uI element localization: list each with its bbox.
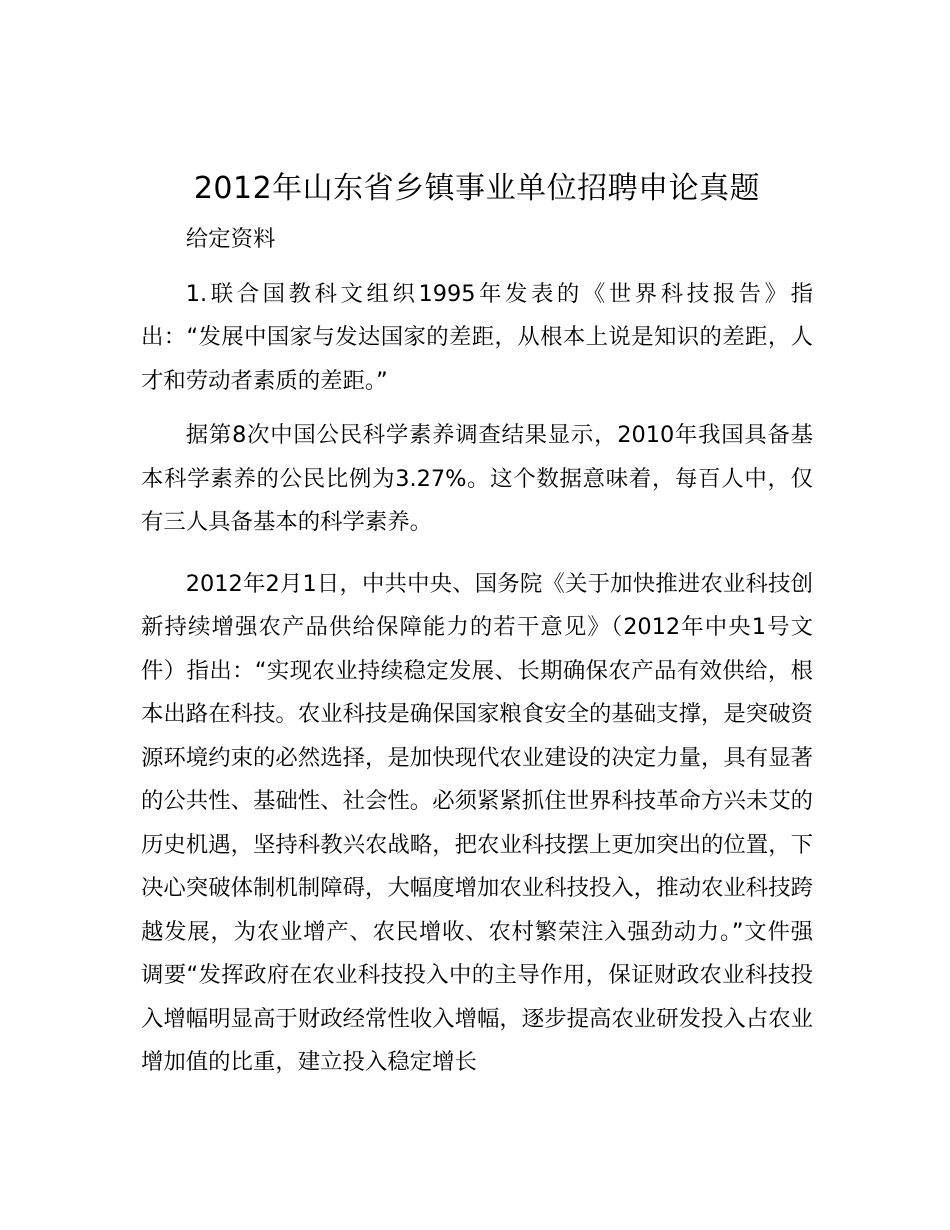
document-title: 2012年山东省乡镇事业单位招聘申论真题 [193,171,761,206]
document-page [141,166,813,1085]
paragraph-1: 1.联合国教科文组织1995年发表的《世界科技报告》指出：“发展中国家与发达国家的差距，从根本上说是知识的差距，人才和劳动者素质的差距。” [141,280,813,394]
section-heading: 给定资料 [185,226,276,252]
paragraph-2: 据第8次中国公民科学素养调查结果显示，2010年我国具备基本科学素养的公民比例为3.27%。这个数据意味着，每百人中，仅有三人具备基本的科学素养。 [141,422,813,535]
paragraph-3: 2012年2月1日，中共中央、国务院《关于加快推进农业科技创新持续增强农产品供给保障能力的若干意见》（2012年中央1号文件）指出：“实现农业持续稳定发展、长期确保农产品有效供给，根本出路在科技。农业科技是确保国家粮食安全的基础支撑，是突破资源环境约束的必然选择，是加快现代农业建设的决定力量，具有显著的公共性、基础性、社会性。必须紧紧抓住世界科技革命方兴未艾的历史机遇，坚持科教兴农战略，把农业科技摆上更加突出的位置，下决心突破体制机制障碍，大幅度增加农业科技投入，推动农业科技跨越发展，为农业增产、农民增收、农村繁荣注入强劲动力。”文件强调要“发挥政府在农业科技投入中的主导作用，保证财政农业科技投入增幅明显高于财政经常性收入增幅，逐步提高农业研发投入占农业增加值的比重，建立投入稳定增长 [141,570,813,1075]
